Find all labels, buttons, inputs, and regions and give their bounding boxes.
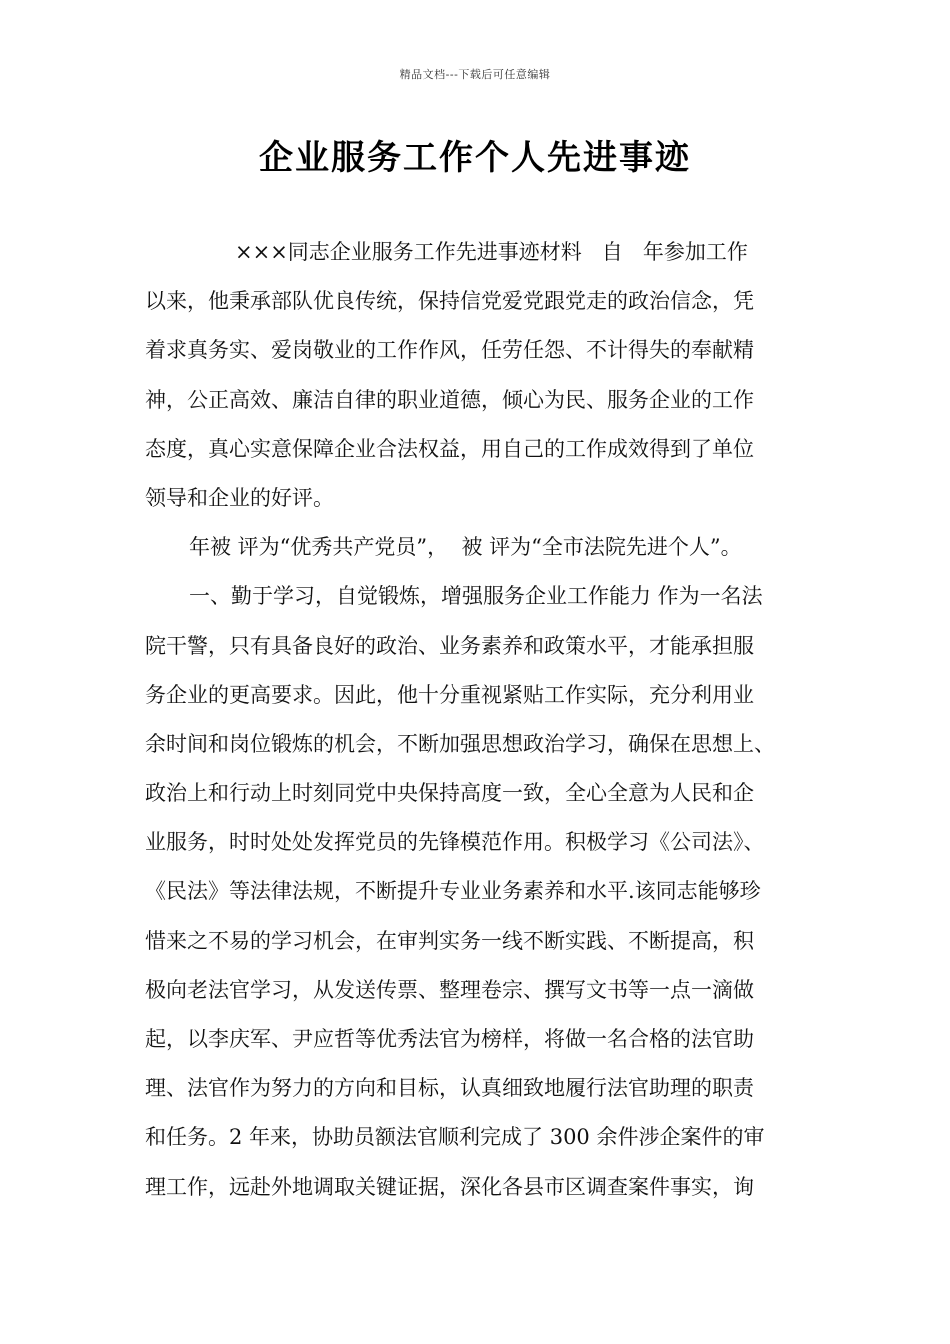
text-line: 《民法》等法律法规，不断提升专业业务素养和水平.该同志能够珍 (145, 879, 761, 904)
text-line: 一、勤于学习，自觉锻炼，增强服务企业工作能力 作为一名法 (189, 584, 763, 609)
text-line: 领导和企业的好评。 (145, 485, 334, 510)
text-line: ×××同志企业服务工作先进事迹材料 自 年参加工作 (235, 240, 748, 264)
text-line: 务企业的更高要求。因此，他十分重视紧贴工作实际，充分利用业 (145, 682, 754, 707)
text-line: 理、法官作为努力的方向和目标，认真细致地履行法官助理的职责 (145, 1076, 754, 1101)
header-note: 精品文档---下载后可任意编辑 (399, 68, 551, 81)
text-line: 态度，真心实意保障企业合法权益，用自己的工作成效得到了单位 (145, 436, 754, 461)
body-text (145, 228, 815, 1212)
text-line: 院干警，只有具备良好的政治、业务素养和政策水平，才能承担服 (145, 633, 754, 658)
text-line: 理工作，远赴外地调取关键证据，深化各县市区调查案件事实，询 (145, 1174, 754, 1199)
text-line: 惜来之不易的学习机会，在审判实务一线不断实践、不断提高，积 (145, 928, 754, 953)
text-line: 神，公正高效、廉洁自律的职业道德，倾心为民、服务企业的工作 (145, 387, 754, 412)
text-line: 余时间和岗位锻炼的机会，不断加强思想政治学习，确保在思想上、 (145, 731, 775, 756)
text-line: 起，以李庆军、尹应哲等优秀法官为榜样，将做一名合格的法官助 (145, 1027, 754, 1051)
text-line: 年被 评为“优秀共产党员”， 被 评为“全市法院先进个人”。 (189, 535, 742, 560)
text-line: 着求真务实、爱岗敬业的工作作风，任劳任怨、不计得失的奉献精 (145, 338, 754, 363)
text-line: 和任务。2 年来，协助员额法官顺利完成了 300 余件涉企案件的审 (145, 1125, 765, 1150)
text-line: 极向老法官学习，从发送传票、整理卷宗、撰写文书等一点一滴做 (145, 977, 754, 1002)
text-line: 以来，他秉承部队优良传统，保持信党爱党跟党走的政治信念，凭 (145, 289, 754, 314)
page-title: 企业服务工作个人先进事迹 (259, 138, 691, 178)
text-line: 业服务，时时处处发挥党员的先锋模范作用。积极学习《公司法》、 (145, 830, 765, 855)
text-line: 政治上和行动上时刻同党中央保持高度一致，全心全意为人民和企 (145, 781, 754, 806)
